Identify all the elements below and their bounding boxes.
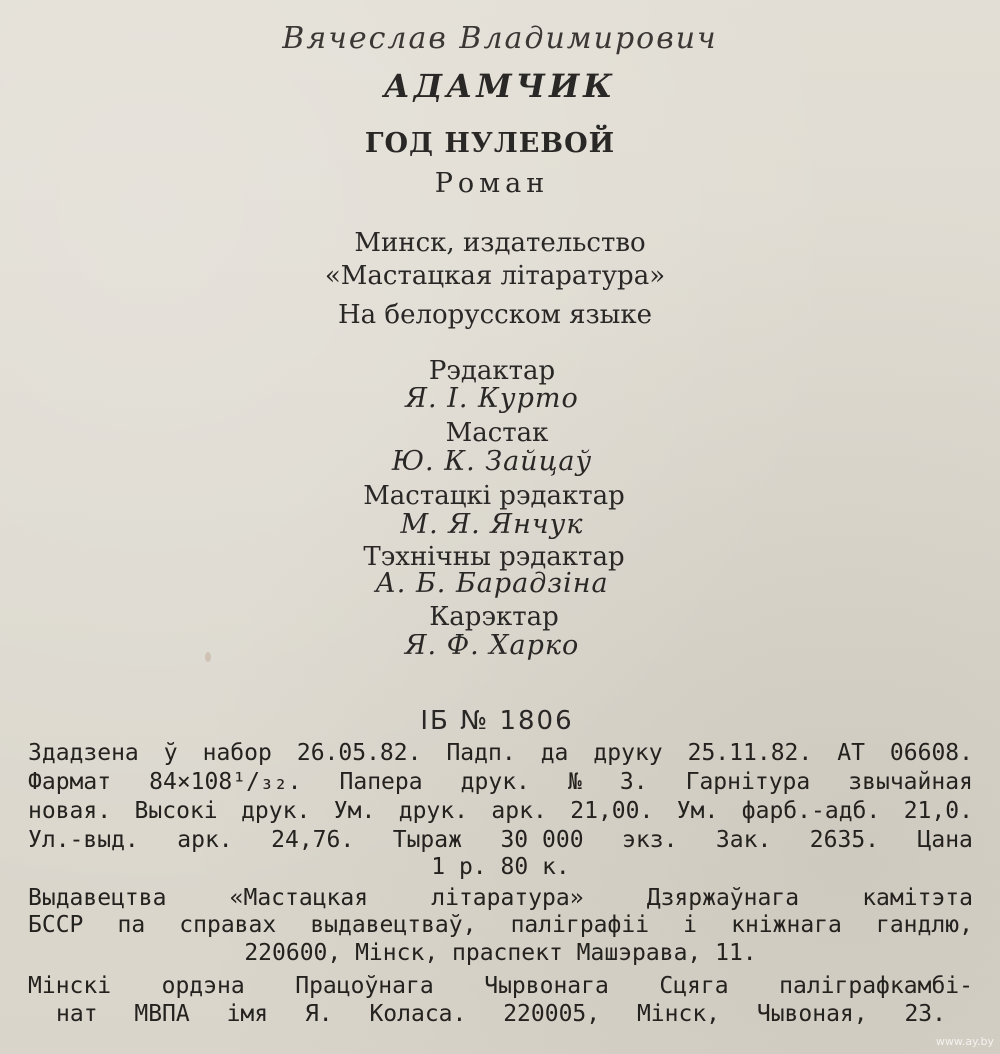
imprint-word: Здадзена [28, 740, 139, 766]
imprint-word: паліграфіі [510, 912, 650, 938]
imprint-line [28, 975, 973, 998]
imprint-word: Мінскі [28, 973, 112, 999]
imprint-word: друку [593, 740, 663, 766]
publisher-city: Минск, издательство [354, 228, 646, 258]
credit-role-technical-editor: Тэхнічны рэдактар [363, 542, 625, 572]
imprint-word: арк. [491, 798, 547, 824]
imprint-word: Чырвонага [484, 973, 609, 999]
imprint-word: 23. [904, 1001, 946, 1027]
imprint-word: Працоўнага [295, 973, 434, 999]
imprint-word: ордэна [161, 973, 245, 999]
imprint-line [56, 1003, 946, 1026]
imprint-word: імя [226, 1001, 269, 1027]
imprint-word: паліграфкамбі- [779, 973, 973, 999]
imprint-line [28, 914, 973, 937]
imprint-word: 3. [619, 769, 648, 795]
imprint-line [28, 742, 973, 765]
imprint-word: Коласа. [369, 1001, 467, 1027]
imprint-word: Падп. [446, 740, 516, 766]
imprint-line [28, 771, 973, 794]
credit-role-editor: Рэдактар [428, 356, 556, 386]
imprint-word: Я. [304, 1001, 333, 1027]
imprint-word: Чывоная, [756, 1001, 868, 1027]
imprint-word: Тыраж [392, 827, 462, 853]
imprint-word: 2635. [809, 827, 880, 853]
imprint-word: ў [163, 740, 178, 766]
imprint-line [28, 800, 973, 823]
publication-language: На белорусском языке [337, 300, 653, 330]
imprint-word: 25.11.82. [687, 740, 813, 766]
imprint-word: арк. [177, 827, 233, 853]
book-genre: Роман [434, 168, 550, 199]
credit-person-artist: Ю. К. Зайцаў [391, 446, 593, 477]
book-title: ГОД НУЛЕВОЙ [364, 128, 616, 159]
imprint-word: «Мастацкая [229, 885, 369, 911]
credit-role-artist: Мастак [445, 418, 549, 448]
imprint-word: фарб.-адб. [741, 798, 881, 824]
imprint-word: літаратура» [431, 885, 584, 911]
imprint-word: набор [202, 740, 272, 766]
imprint-word: 84×108¹/₃₂. [149, 769, 302, 795]
imprint-word: 21,0. [903, 798, 973, 824]
imprint-word: Папера [339, 769, 423, 795]
imprint-word: гандлю, [875, 912, 973, 938]
imprint-word: друк. [460, 769, 530, 795]
watermark: www.ay.by [935, 1035, 994, 1048]
imprint-word: Ул.-выд. [28, 827, 139, 853]
imprint-word: № [567, 769, 582, 795]
imprint-word: 06608. [889, 740, 973, 766]
imprint-word: новая. [28, 798, 112, 824]
imprint-word: Гарнітура [685, 769, 811, 795]
imprint-word: камітэта [862, 885, 973, 911]
ib-number: ІБ № 1806 [420, 706, 574, 736]
imprint-word: Высокі [134, 798, 218, 824]
imprint-word: і [683, 912, 698, 938]
imprint-word: справах [179, 912, 277, 938]
imprint-word: кніжнага [731, 912, 842, 938]
credit-role-art-editor: Мастацкі рэдактар [363, 481, 625, 511]
author-first-names: Вячеслав Владимирович [282, 21, 718, 56]
imprint-word: 220005, [503, 1001, 601, 1027]
imprint-line [28, 829, 973, 852]
imprint-word: 30 000 [500, 827, 584, 853]
imprint-word: Фармат [28, 769, 112, 795]
credit-role-proofreader: Карэктар [429, 602, 559, 632]
credit-person-technical-editor: А. Б. Барадзіна [375, 568, 609, 599]
credit-person-editor: Я. І. Курто [405, 383, 579, 414]
imprint-word: экз. [622, 827, 678, 853]
imprint-word: Дзяржаўнага [646, 885, 800, 911]
credit-person-art-editor: М. Я. Янчук [400, 509, 584, 540]
imprint-word: друк. [241, 798, 311, 824]
imprint-word: АТ [837, 740, 865, 766]
price-line: 1 р. 80 к. [431, 854, 570, 880]
paper-stain [205, 652, 211, 662]
publisher-address-line: 220600, Мінск, праспект Машэрава, 11. [244, 940, 757, 966]
imprint-word: 24,76. [271, 827, 355, 853]
credit-person-proofreader: Я. Ф. Харко [404, 630, 580, 661]
imprint-word: нат [56, 1001, 98, 1027]
imprint-word: да [540, 740, 569, 766]
imprint-word: Зак. [715, 827, 772, 853]
imprint-word: 21,00. [570, 798, 654, 824]
imprint-word: Цана [917, 827, 973, 853]
imprint-word: Ум. [676, 798, 719, 824]
imprint-line [28, 887, 973, 910]
imprint-word: Сцяга [659, 973, 729, 999]
imprint-word: звычайная [848, 769, 973, 795]
imprint-word: Выдавецтва [28, 885, 167, 911]
imprint-word: Мінск, [636, 1001, 721, 1027]
imprint-word: БССР [28, 912, 84, 938]
imprint-word: па [117, 912, 146, 938]
imprint-word: Ум. [333, 798, 376, 824]
publisher-house: «Мастацкая літаратура» [324, 261, 666, 291]
imprint-word: друк. [398, 798, 468, 824]
imprint-word: МВПА [134, 1001, 190, 1027]
imprint-word: выдавецтваў, [310, 912, 477, 938]
imprint-word: 26.05.82. [296, 740, 422, 766]
author-surname: АДАМЧИК [383, 67, 617, 105]
